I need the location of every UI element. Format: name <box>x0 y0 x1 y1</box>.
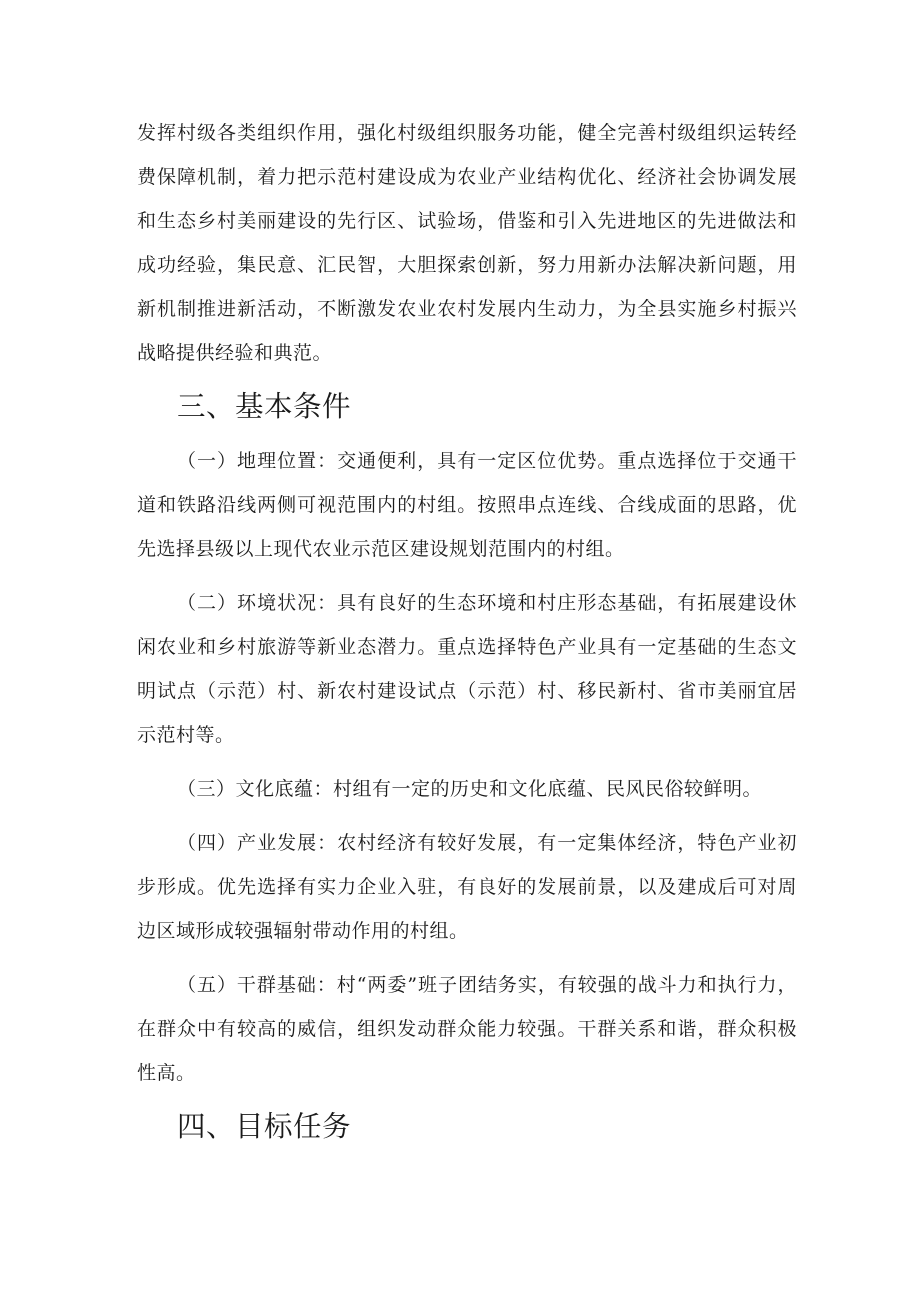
paragraph-environment: （二）环境状况：具有良好的生态环境和村庄形态基础，有拓展建设休闲农业和乡村旅游等新业态潜力。重点选择特色产业具有一定基础的生态文明试点（示范）村、新农村建设试点（示范）村、移民新村、省市美丽宜居示范村等。 <box>137 592 797 746</box>
section-heading-basic-conditions: 三、基本条件 <box>177 390 352 423</box>
paragraph-cadre-masses: （五）干群基础：村“两委”班子团结务实，有较强的战斗力和执行力，在群众中有较高的威信，组织发动群众能力较强。干群关系和谐，群众积极性高。 <box>137 974 797 1084</box>
document-body <box>137 111 797 1149</box>
section-heading-goals-tasks: 四、目标任务 <box>177 1110 352 1143</box>
paragraph-location: （一）地理位置：交通便利，具有一定区位优势。重点选择位于交通干道和铁路沿线两侧可视范围内的村组。按照串点连线、合线成面的思路，优先选择县级以上现代农业示范区建设规划范围内的村组。 <box>137 450 797 560</box>
paragraph-culture: （三）文化底蕴：村组有一定的历史和文化底蕴、民风民俗较鲜明。 <box>177 778 763 800</box>
paragraph-continuation: 发挥村级各类组织作用，强化村级组织服务功能，健全完善村级组织运转经费保障机制，着力把示范村建设成为农业产业结构优化、经济社会协调发展和生态乡村美丽建设的先行区、试验场，借鉴和引入先进地区的先进做法和成功经验，集民意、汇民智，大胆探索创新，努力用新办法解决新问题，用新机制推进新活动，不断激发农业农村发展内生动力，为全县实施乡村振兴战略提供经验和典范。 <box>137 122 797 364</box>
paragraph-industry: （四）产业发展：农村经济有较好发展，有一定集体经济，特色产业初步形成。优先选择有实力企业入驻，有良好的发展前景，以及建成后可对周边区域形成较强辐射带动作用的村组。 <box>137 832 797 942</box>
